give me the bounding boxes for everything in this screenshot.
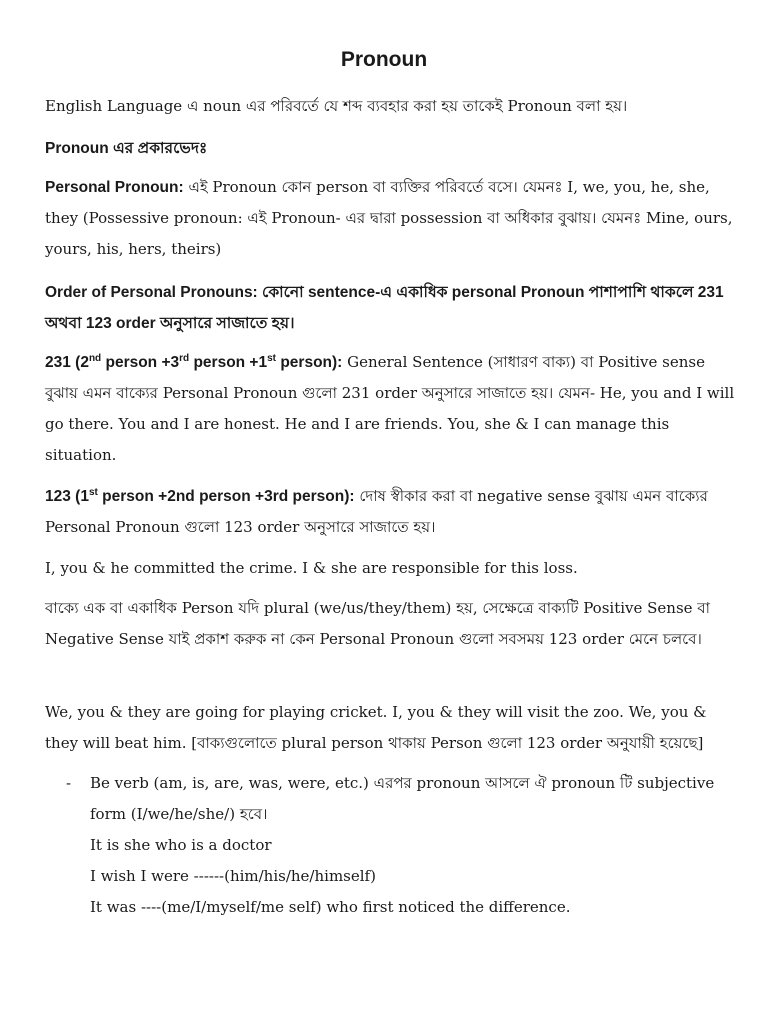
rule-231-label: 231 (2nd person +3rd person +1st person): — [45, 352, 343, 371]
intro-paragraph: English Language এ noun এর পরিবর্তে যে শব্দ ব্যবহার করা হয় তাকেই Pronoun বলা হয়। — [45, 97, 628, 115]
list-example: It was ----(me/I/myself/me self) who first noticed the difference. — [90, 898, 571, 916]
personal-pronoun-label: Personal Pronoun: — [45, 179, 184, 196]
page-title: Pronoun — [340, 48, 428, 71]
list-example: It is she who is a doctor — [90, 836, 272, 854]
list-item: Be verb (am, is, are, was, were, etc.) এরপর pronoun আসলে ঐ pronoun টি subjective form (I/we/he/she/) হবে। — [90, 774, 715, 823]
types-heading: Pronoun এর প্রকারভেদঃ — [45, 140, 208, 157]
rule-123-label: 123 (1st person +2nd person +3rd person): — [45, 486, 355, 505]
plural-example-paragraph: We, you & they are going for playing cricket. I, you & they will visit the zoo. We, you & they will beat him. [বাক্যগুলোতে plural person থাকায় Person গুলো 123 order অনুযায়ী হয়েছে] — [45, 703, 707, 752]
list-example: I wish I were ------(him/his/he/himself) — [90, 867, 376, 885]
personal-pronoun-text: এই Pronoun কোন person বা ব্যক্তির পরিবর্তে বসে। যেমনঃ I, we, you, he, she, they (Possessive pronoun: এই Pronoun- এর দ্বারা possession বা অধিকার বুঝায়। যেমনঃ Mine, ours, yours, his, hers, theirs) — [45, 178, 733, 258]
example-123: I, you & he committed the crime. I & she are responsible for this loss. — [45, 559, 578, 577]
rule-123-paragraph — [45, 481, 735, 543]
rule-231-paragraph — [45, 347, 735, 471]
personal-pronoun-paragraph — [45, 172, 735, 265]
rule-231-text: General Sentence (সাধারণ বাক্য) বা Positive sense বুঝায় এমন বাক্যের Personal Pronoun গুলো 231 order অনুসারে সাজাতে হয়। যেমন- He, you and I will go there. You and I are honest. He and I are friends. You, she & I can manage this situation. — [45, 353, 735, 464]
order-paragraph: Order of Personal Pronouns: কোনো sentence-এ একাধিক personal Pronoun পাশাপাশি থাকলে 231 অথবা 123 order অনুসারে সাজাতে হয়। — [45, 284, 724, 332]
list-bullet: - — [66, 774, 72, 792]
rule-123-text: দোষ স্বীকার করা বা negative sense বুঝায় এমন বাক্যের Personal Pronoun গুলো 123 order অনুসারে সাজাতে হয়। — [45, 487, 708, 536]
plural-rule-paragraph: বাক্যে এক বা একাধিক Person যদি plural (we/us/they/them) হয়, সেক্ষেত্রে বাক্যটি Positive Sense বা Negative Sense যাই প্রকাশ করুক না কেন Personal Pronoun গুলো সবসময় 123 order মেনে চলবে। — [45, 599, 710, 648]
